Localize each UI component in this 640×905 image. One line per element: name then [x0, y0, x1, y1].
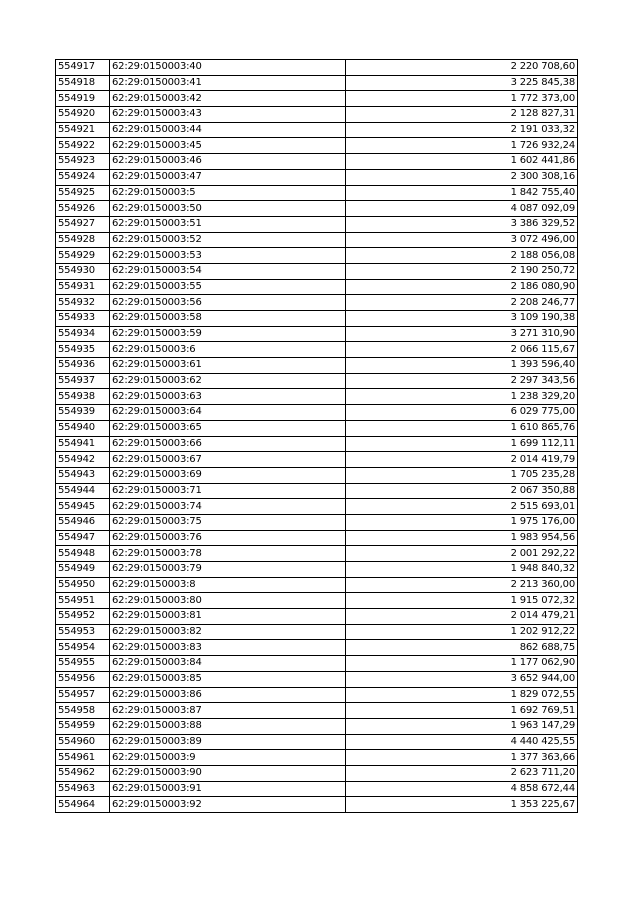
cadastral-number-cell: 62:29:0150003:51: [110, 216, 346, 232]
table-row: [56, 530, 578, 546]
cadastral-number-cell: 62:29:0150003:47: [110, 169, 346, 185]
table-row: [56, 248, 578, 264]
cadastral-value-cell: 2 067 350,88: [346, 483, 578, 499]
cadastral-value-cell: 1 948 840,32: [346, 562, 578, 578]
table-body: [56, 60, 578, 813]
cadastral-value-cell: 1 915 072,32: [346, 593, 578, 609]
row-id-cell: 554941: [56, 436, 110, 452]
table-row: [56, 452, 578, 468]
row-id-cell: 554920: [56, 107, 110, 123]
cadastral-number-cell: 62:29:0150003:41: [110, 75, 346, 91]
row-id-cell: 554924: [56, 169, 110, 185]
table-row: [56, 765, 578, 781]
table-row: [56, 138, 578, 154]
document-page: [55, 59, 578, 813]
cadastral-number-cell: 62:29:0150003:52: [110, 232, 346, 248]
row-id-cell: 554933: [56, 311, 110, 327]
cadastral-value-cell: 1 377 363,66: [346, 750, 578, 766]
table-row: [56, 593, 578, 609]
table-row: [56, 499, 578, 515]
cadastral-number-cell: 62:29:0150003:79: [110, 562, 346, 578]
row-id-cell: 554956: [56, 671, 110, 687]
cadastral-number-cell: 62:29:0150003:40: [110, 60, 346, 76]
cadastral-value-cell: 3 386 329,52: [346, 216, 578, 232]
table-row: [56, 358, 578, 374]
row-id-cell: 554918: [56, 75, 110, 91]
table-row: [56, 326, 578, 342]
row-id-cell: 554927: [56, 216, 110, 232]
cadastral-number-cell: 62:29:0150003:45: [110, 138, 346, 154]
table-row: [56, 169, 578, 185]
cadastral-number-cell: 62:29:0150003:43: [110, 107, 346, 123]
row-id-cell: 554935: [56, 342, 110, 358]
table-row: [56, 640, 578, 656]
cadastral-value-cell: 862 688,75: [346, 640, 578, 656]
row-id-cell: 554953: [56, 624, 110, 640]
table-row: [56, 718, 578, 734]
cadastral-number-cell: 62:29:0150003:50: [110, 201, 346, 217]
cadastral-number-cell: 62:29:0150003:82: [110, 624, 346, 640]
cadastral-value-cell: 1 610 865,76: [346, 420, 578, 436]
row-id-cell: 554932: [56, 295, 110, 311]
cadastral-number-cell: 62:29:0150003:59: [110, 326, 346, 342]
row-id-cell: 554929: [56, 248, 110, 264]
cadastral-number-cell: 62:29:0150003:88: [110, 718, 346, 734]
cadastral-value-cell: 4 440 425,55: [346, 734, 578, 750]
row-id-cell: 554936: [56, 358, 110, 374]
table-row: [56, 734, 578, 750]
row-id-cell: 554928: [56, 232, 110, 248]
cadastral-number-cell: 62:29:0150003:61: [110, 358, 346, 374]
cadastral-number-cell: 62:29:0150003:5: [110, 185, 346, 201]
cadastral-number-cell: 62:29:0150003:63: [110, 389, 346, 405]
row-id-cell: 554930: [56, 263, 110, 279]
row-id-cell: 554957: [56, 687, 110, 703]
table-row: [56, 75, 578, 91]
cadastral-value-cell: 1 963 147,29: [346, 718, 578, 734]
cadastral-value-cell: 4 087 092,09: [346, 201, 578, 217]
cadastral-value-cell: 1 177 062,90: [346, 656, 578, 672]
table-row: [56, 216, 578, 232]
table-row: [56, 405, 578, 421]
row-id-cell: 554931: [56, 279, 110, 295]
cadastral-value-cell: 1 602 441,86: [346, 154, 578, 170]
row-id-cell: 554950: [56, 577, 110, 593]
table-row: [56, 389, 578, 405]
table-row: [56, 311, 578, 327]
cadastral-number-cell: 62:29:0150003:54: [110, 263, 346, 279]
table-row: [56, 185, 578, 201]
cadastral-number-cell: 62:29:0150003:55: [110, 279, 346, 295]
cadastral-value-cell: 1 393 596,40: [346, 358, 578, 374]
table-row: [56, 107, 578, 123]
cadastral-value-cell: 1 983 954,56: [346, 530, 578, 546]
cadastral-number-cell: 62:29:0150003:91: [110, 781, 346, 797]
table-row: [56, 154, 578, 170]
table-row: [56, 263, 578, 279]
table-row: [56, 201, 578, 217]
cadastral-value-cell: 1 202 912,22: [346, 624, 578, 640]
cadastral-number-cell: 62:29:0150003:83: [110, 640, 346, 656]
cadastral-value-cell: 2 515 693,01: [346, 499, 578, 515]
cadastral-value-cell: 4 858 672,44: [346, 781, 578, 797]
cadastral-value-cell: 3 109 190,38: [346, 311, 578, 327]
cadastral-number-cell: 62:29:0150003:8: [110, 577, 346, 593]
cadastral-value-cell: 2 014 479,21: [346, 609, 578, 625]
row-id-cell: 554917: [56, 60, 110, 76]
cadastral-value-cell: 1 772 373,00: [346, 91, 578, 107]
row-id-cell: 554919: [56, 91, 110, 107]
row-id-cell: 554945: [56, 499, 110, 515]
row-id-cell: 554942: [56, 452, 110, 468]
cadastral-value-cell: 2 190 250,72: [346, 263, 578, 279]
cadastral-number-cell: 62:29:0150003:84: [110, 656, 346, 672]
cadastral-number-cell: 62:29:0150003:44: [110, 122, 346, 138]
cadastral-value-cell: 1 692 769,51: [346, 703, 578, 719]
row-id-cell: 554934: [56, 326, 110, 342]
cadastral-value-cell: 1 705 235,28: [346, 467, 578, 483]
table-row: [56, 703, 578, 719]
row-id-cell: 554925: [56, 185, 110, 201]
row-id-cell: 554963: [56, 781, 110, 797]
cadastral-number-cell: 62:29:0150003:46: [110, 154, 346, 170]
cadastral-number-cell: 62:29:0150003:67: [110, 452, 346, 468]
table-row: [56, 624, 578, 640]
cadastral-number-cell: 62:29:0150003:86: [110, 687, 346, 703]
table-row: [56, 295, 578, 311]
row-id-cell: 554940: [56, 420, 110, 436]
cadastral-number-cell: 62:29:0150003:87: [110, 703, 346, 719]
cadastral-number-cell: 62:29:0150003:64: [110, 405, 346, 421]
row-id-cell: 554954: [56, 640, 110, 656]
cadastral-value-cell: 2 188 056,08: [346, 248, 578, 264]
cadastral-value-cell: 1 975 176,00: [346, 514, 578, 530]
cadastral-number-cell: 62:29:0150003:90: [110, 765, 346, 781]
table-row: [56, 671, 578, 687]
table-row: [56, 483, 578, 499]
table-row: [56, 436, 578, 452]
table-row: [56, 750, 578, 766]
cadastral-number-cell: 62:29:0150003:53: [110, 248, 346, 264]
row-id-cell: 554921: [56, 122, 110, 138]
table-row: [56, 687, 578, 703]
row-id-cell: 554960: [56, 734, 110, 750]
row-id-cell: 554944: [56, 483, 110, 499]
row-id-cell: 554939: [56, 405, 110, 421]
cadastral-number-cell: 62:29:0150003:81: [110, 609, 346, 625]
table-row: [56, 232, 578, 248]
cadastral-value-cell: 2 300 308,16: [346, 169, 578, 185]
cadastral-number-cell: 62:29:0150003:85: [110, 671, 346, 687]
cadastral-number-cell: 62:29:0150003:92: [110, 797, 346, 813]
row-id-cell: 554958: [56, 703, 110, 719]
table-row: [56, 577, 578, 593]
row-id-cell: 554949: [56, 562, 110, 578]
row-id-cell: 554922: [56, 138, 110, 154]
cadastral-number-cell: 62:29:0150003:58: [110, 311, 346, 327]
table-row: [56, 514, 578, 530]
cadastral-value-cell: 2 297 343,56: [346, 373, 578, 389]
table-row: [56, 467, 578, 483]
row-id-cell: 554959: [56, 718, 110, 734]
table-row: [56, 91, 578, 107]
cadastral-number-cell: 62:29:0150003:80: [110, 593, 346, 609]
cadastral-number-cell: 62:29:0150003:71: [110, 483, 346, 499]
row-id-cell: 554937: [56, 373, 110, 389]
cadastral-value-cell: 2 014 419,79: [346, 452, 578, 468]
row-id-cell: 554951: [56, 593, 110, 609]
cadastral-value-cell: 3 072 496,00: [346, 232, 578, 248]
cadastral-value-cell: 1 726 932,24: [346, 138, 578, 154]
row-id-cell: 554948: [56, 546, 110, 562]
table-row: [56, 122, 578, 138]
row-id-cell: 554961: [56, 750, 110, 766]
cadastral-value-table: [55, 59, 578, 813]
row-id-cell: 554947: [56, 530, 110, 546]
row-id-cell: 554946: [56, 514, 110, 530]
row-id-cell: 554962: [56, 765, 110, 781]
cadastral-value-cell: 1 829 072,55: [346, 687, 578, 703]
table-row: [56, 60, 578, 76]
cadastral-value-cell: 3 652 944,00: [346, 671, 578, 687]
table-row: [56, 609, 578, 625]
cadastral-value-cell: 1 238 329,20: [346, 389, 578, 405]
cadastral-value-cell: 2 208 246,77: [346, 295, 578, 311]
cadastral-value-cell: 6 029 775,00: [346, 405, 578, 421]
cadastral-number-cell: 62:29:0150003:74: [110, 499, 346, 515]
cadastral-number-cell: 62:29:0150003:56: [110, 295, 346, 311]
cadastral-value-cell: 2 623 711,20: [346, 765, 578, 781]
row-id-cell: 554923: [56, 154, 110, 170]
row-id-cell: 554952: [56, 609, 110, 625]
table-row: [56, 797, 578, 813]
cadastral-value-cell: 1 353 225,67: [346, 797, 578, 813]
cadastral-number-cell: 62:29:0150003:65: [110, 420, 346, 436]
cadastral-number-cell: 62:29:0150003:66: [110, 436, 346, 452]
table-row: [56, 781, 578, 797]
cadastral-number-cell: 62:29:0150003:9: [110, 750, 346, 766]
table-row: [56, 279, 578, 295]
table-row: [56, 656, 578, 672]
cadastral-value-cell: 2 191 033,32: [346, 122, 578, 138]
cadastral-value-cell: 1 699 112,11: [346, 436, 578, 452]
cadastral-value-cell: 3 225 845,38: [346, 75, 578, 91]
cadastral-value-cell: 2 001 292,22: [346, 546, 578, 562]
cadastral-number-cell: 62:29:0150003:6: [110, 342, 346, 358]
row-id-cell: 554938: [56, 389, 110, 405]
cadastral-number-cell: 62:29:0150003:42: [110, 91, 346, 107]
table-row: [56, 546, 578, 562]
row-id-cell: 554926: [56, 201, 110, 217]
cadastral-value-cell: 2 220 708,60: [346, 60, 578, 76]
cadastral-value-cell: 2 128 827,31: [346, 107, 578, 123]
cadastral-number-cell: 62:29:0150003:89: [110, 734, 346, 750]
cadastral-value-cell: 2 066 115,67: [346, 342, 578, 358]
cadastral-value-cell: 2 186 080,90: [346, 279, 578, 295]
cadastral-number-cell: 62:29:0150003:62: [110, 373, 346, 389]
cadastral-number-cell: 62:29:0150003:69: [110, 467, 346, 483]
row-id-cell: 554943: [56, 467, 110, 483]
table-row: [56, 562, 578, 578]
cadastral-value-cell: 1 842 755,40: [346, 185, 578, 201]
row-id-cell: 554955: [56, 656, 110, 672]
cadastral-value-cell: 2 213 360,00: [346, 577, 578, 593]
cadastral-number-cell: 62:29:0150003:76: [110, 530, 346, 546]
cadastral-number-cell: 62:29:0150003:78: [110, 546, 346, 562]
table-row: [56, 373, 578, 389]
table-row: [56, 420, 578, 436]
cadastral-number-cell: 62:29:0150003:75: [110, 514, 346, 530]
cadastral-value-cell: 3 271 310,90: [346, 326, 578, 342]
table-row: [56, 342, 578, 358]
row-id-cell: 554964: [56, 797, 110, 813]
